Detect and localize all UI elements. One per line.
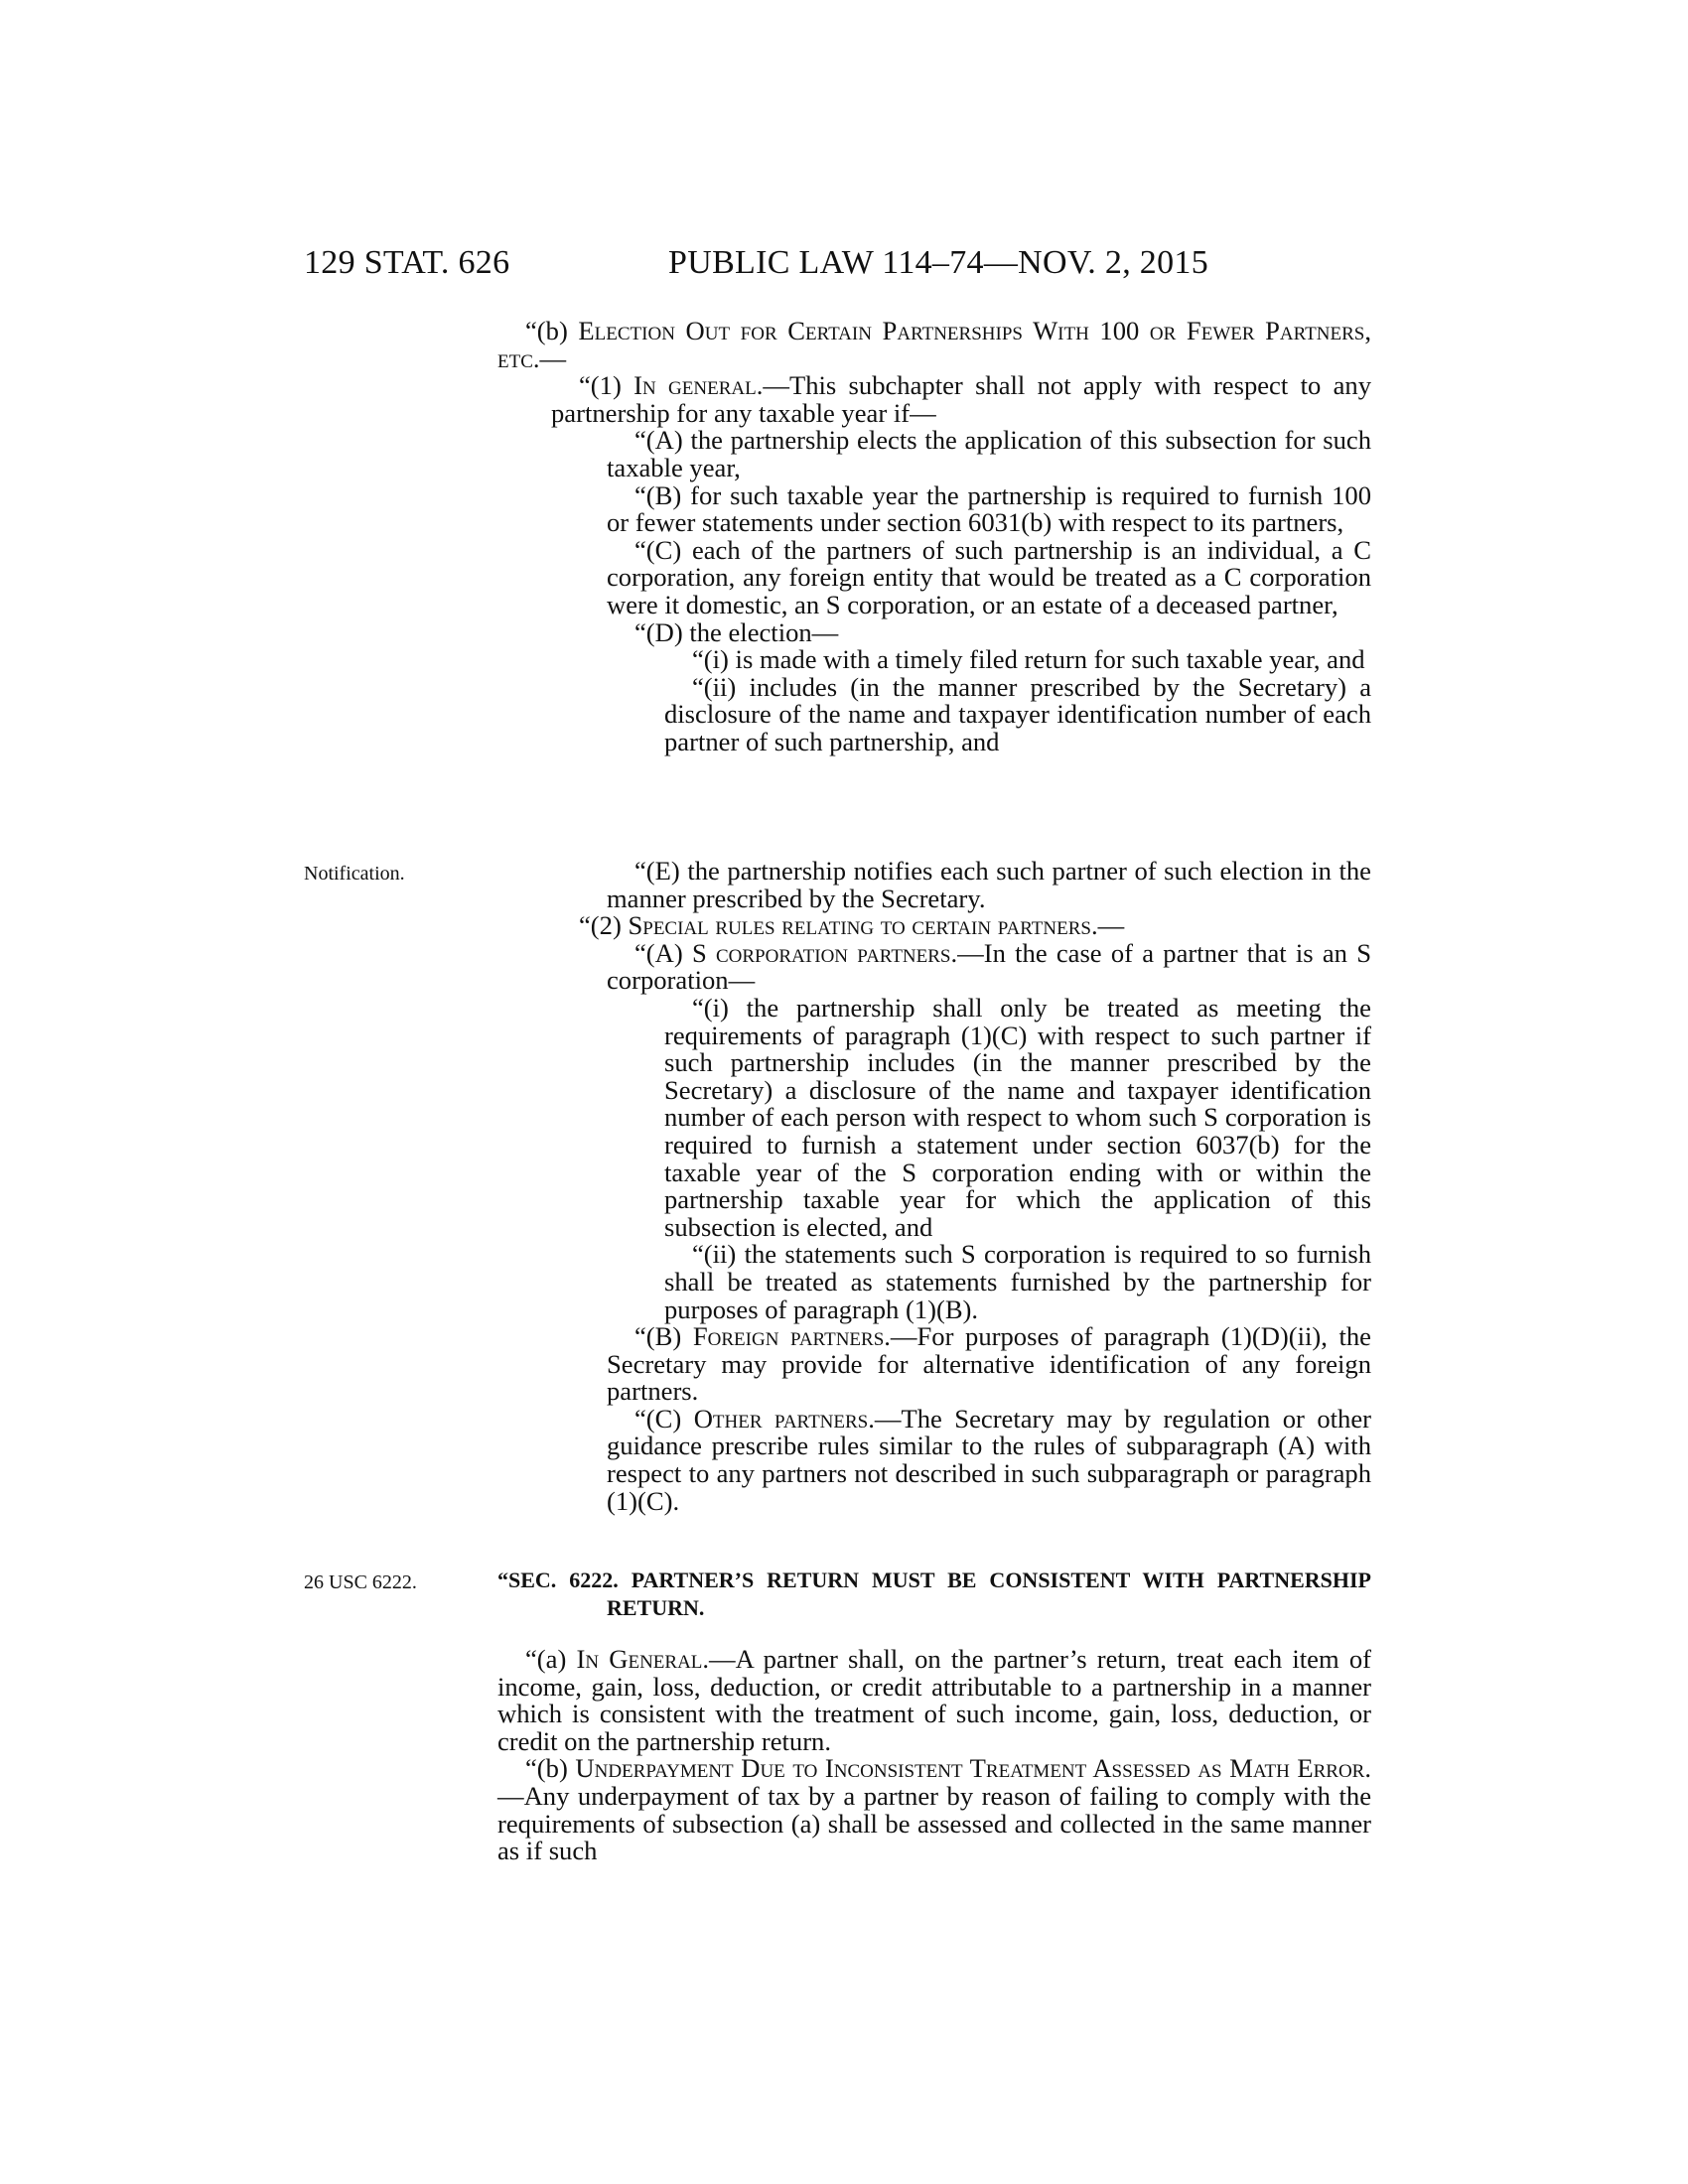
subparagraph-e: “(E) the partnership notifies each such partner of such election in the manner prescribed by the Secretary.	[607, 856, 1371, 913]
section-6222-body	[497, 1646, 1371, 1865]
paragraph-1: “(1) In general.—This subchapter shall not apply with respect to any partnership for any taxable year if—	[551, 370, 1371, 428]
subsection-6222-b: “(b) Underpayment Due to Inconsistent Treatment Assessed as Math Error.—Any underpayment of tax by a partner by reason of failing to comply with the requirements of subsection (a) shall be assessed and collected in the same manner as if such	[497, 1753, 1371, 1866]
page-reference: 129 STAT. 626	[304, 244, 510, 281]
subparagraph-2a: “(A) S corporation partners.—In the case of a partner that is an S corporation—	[607, 937, 1372, 996]
paragraph-2: “(2) Special rules relating to certain partners.—	[579, 910, 1125, 941]
subparagraph-2c: “(C) Other partners.—The Secretary may by regulation or other guidance prescribe rules similar to the rules of subparagraph (A) with respect to any partners not described in such subparagraph or paragraph (1)(C).	[607, 1403, 1371, 1516]
subsection-b-block	[497, 318, 1371, 756]
subsection-b-heading: “(b) Election Out for Certain Partnerships With 100 or Fewer Partners, etc.—	[497, 316, 1371, 373]
running-header: PUBLIC LAW 114–74—NOV. 2, 2015	[668, 244, 1209, 281]
section-heading: “SEC. 6222. PARTNER’S RETURN MUST BE CONSISTENT WITH PARTNERSHIP RETURN.	[497, 1568, 1371, 1620]
clause-d-i: “(i) is made with a timely filed return for such taxable year, and	[692, 644, 1365, 675]
subparagraph-b: “(B) for such taxable year the partnership is required to furnish 100 or fewer statements under section 6031(b) with respect to its partners,	[607, 479, 1371, 538]
section-6222-heading-block	[497, 1567, 1371, 1622]
subparagraph-c: “(C) each of the partners of such partnership is an individual, a C corporation, any foreign entity that would be treated as a C corporation were it domestic, an S corporation, or an estate of a deceased partner,	[607, 534, 1371, 619]
subsection-6222-a: “(a) In General.—A partner shall, on the partner’s return, treat each item of income, gain, loss, deduction, or credit attributable to a partnership in a manner which is consistent with the treatment of such income, gain, loss, deduction, or credit on the partnership return.	[497, 1644, 1371, 1756]
subparagraph-d: “(D) the election—	[634, 616, 839, 647]
margin-note-notification: Notification.	[304, 863, 405, 885]
clause-2a-i: “(i) the partnership shall only be treated as meeting the requirements of paragraph (1)(C) with respect to such partner if such partnership includes (in the manner prescribed by the Secretary) a disclosure of the name and taxpayer identification number of each person with respect to whom such S corporation is required to furnish a statement under section 6037(b) for the taxable year of the S corporation ending with or within the partnership taxable year for which the application of this subsection is elected, and	[664, 992, 1371, 1242]
special-rules-block	[497, 858, 1371, 1515]
subparagraph-2b: “(B) Foreign partners.—For purposes of paragraph (1)(D)(ii), the Secretary may provide for alternative identification of any foreign partners.	[607, 1321, 1371, 1407]
margin-note-usc: 26 USC 6222.	[304, 1571, 417, 1593]
subparagraph-a: “(A) the partnership elects the application of this subsection for such taxable year,	[607, 425, 1371, 482]
clause-d-ii: “(ii) includes (in the manner prescribed by the Secretary) a disclosure of the name and taxpayer identification number of each partner of such partnership, and	[664, 671, 1371, 756]
clause-2a-ii: “(ii) the statements such S corporation is required to so furnish shall be treated as statements furnished by the partnership for purposes of paragraph (1)(B).	[664, 1239, 1371, 1324]
